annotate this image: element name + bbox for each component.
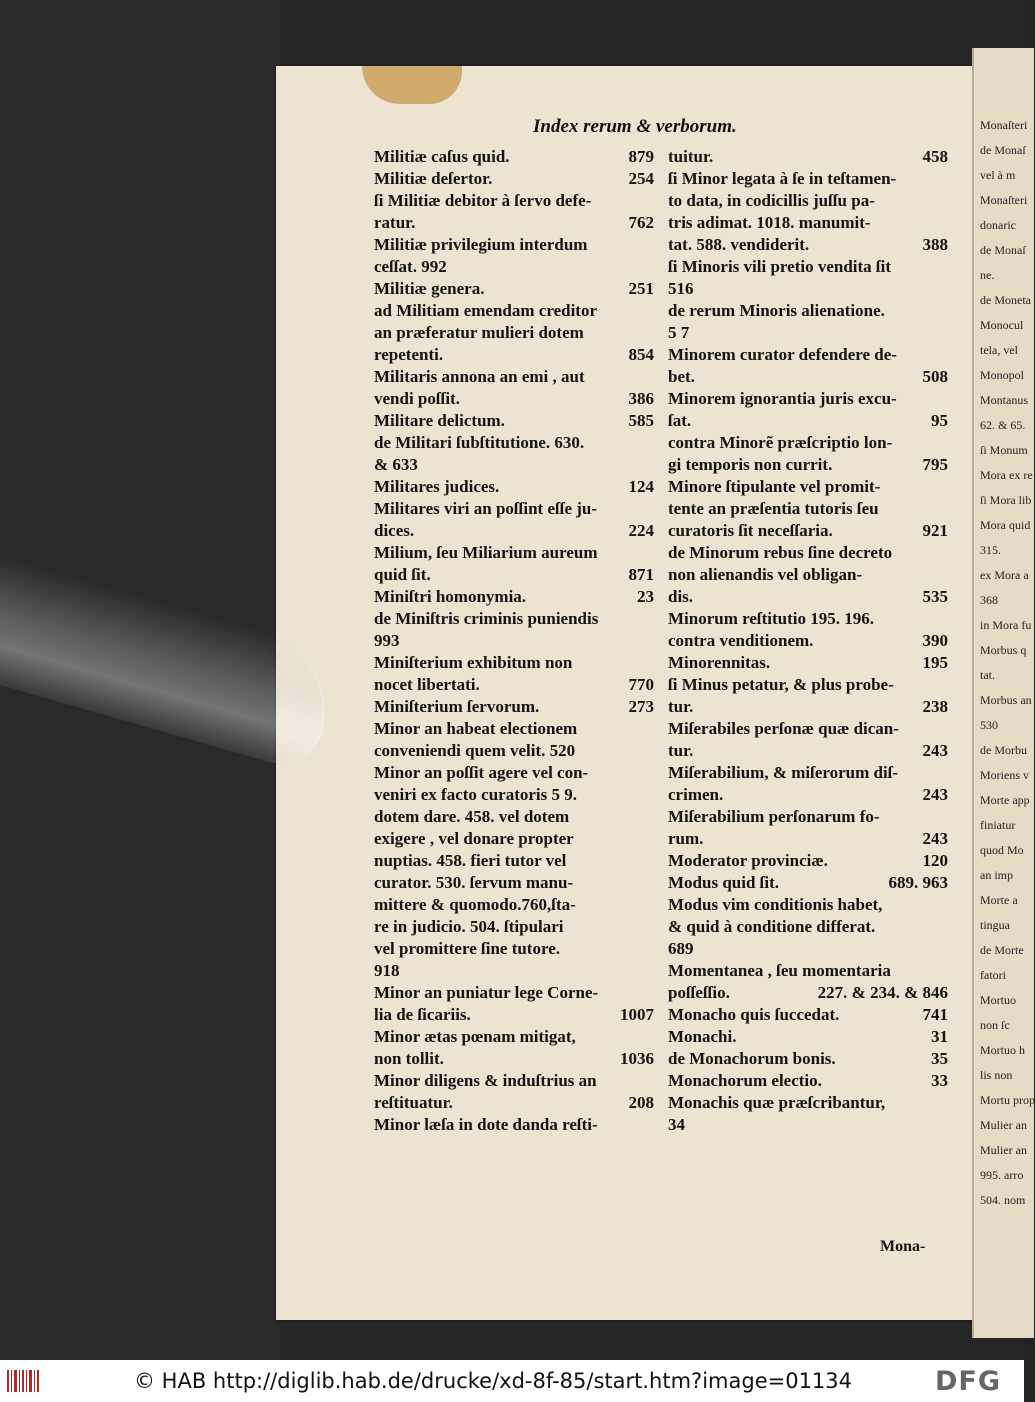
index-entry — [668, 784, 948, 806]
index-entry — [668, 454, 948, 476]
index-entry-page-number: 243 — [922, 741, 948, 760]
adjacent-page-fragment: de Morte — [980, 943, 1024, 957]
index-entry-page-number: 689. 963 — [888, 873, 948, 892]
index-entry-text: de Minorum rebus ſine decreto — [668, 543, 893, 562]
index-entry-text: Miſerabiles perſonæ quæ dican- — [668, 719, 899, 738]
index-entry-text: de Militari ſubſtitutione. 630. — [374, 433, 585, 452]
index-entry-page-number: 238 — [922, 697, 948, 716]
adjacent-page-fragment: ſi Mora lib — [980, 493, 1032, 507]
index-entry — [668, 322, 948, 344]
index-entry — [668, 1070, 948, 1092]
index-entry — [668, 740, 948, 762]
adjacent-page-fragment: Mora quid — [980, 518, 1031, 532]
adjacent-page-fragment: Morte a — [980, 893, 1018, 907]
index-entry-page-number: 386 — [628, 389, 654, 408]
adjacent-page-fragment: Monopol — [980, 368, 1025, 382]
adjacent-page-fragment: 315. — [980, 543, 1001, 557]
index-entry-text: bet. — [668, 367, 695, 386]
index-entry-page-number: 254 — [628, 169, 654, 188]
index-entry — [668, 520, 948, 542]
index-entry — [374, 608, 654, 630]
index-entry-text: veniri ex facto curatoris 5 9. — [374, 785, 577, 804]
index-entry — [374, 410, 654, 432]
index-entry — [668, 696, 948, 718]
book-page — [276, 66, 978, 1320]
index-entry-text: re in judicio. 504. ſtipulari — [374, 917, 564, 936]
index-entry — [668, 542, 948, 564]
adjacent-page-fragment: 504. nom — [980, 1193, 1026, 1207]
index-entry-page-number: 795 — [922, 455, 948, 474]
adjacent-page-fragment: vel à m — [980, 168, 1016, 182]
adjacent-page-fragment: donaric — [980, 218, 1016, 232]
index-entry — [374, 212, 654, 234]
index-entry-text: conveniendi quem velit. 520 — [374, 741, 576, 760]
index-entry — [374, 982, 654, 1004]
index-entry — [374, 850, 654, 872]
index-entry-page-number: 1007 — [620, 1005, 654, 1024]
index-entry — [668, 190, 948, 212]
index-entry-text: Miniſtri homonymia. — [374, 587, 527, 606]
index-entry-text: Milium, ſeu Miliarium aureum — [374, 543, 598, 562]
index-entry-text: nocet libertati. — [374, 675, 480, 694]
index-entry-text: ad Militiam emendam creditor — [374, 301, 598, 320]
index-entry — [374, 718, 654, 740]
index-entry — [374, 806, 654, 828]
index-entry-text: ratur. — [374, 213, 416, 232]
adjacent-page-fragment: Mortu prop — [980, 1093, 1035, 1107]
adjacent-page-fragment: ne. — [980, 268, 995, 282]
index-entry — [668, 586, 948, 608]
adjacent-page-fragment: lis non — [980, 1068, 1013, 1082]
index-entry — [374, 872, 654, 894]
index-entry — [374, 168, 654, 190]
index-entry — [374, 762, 654, 784]
index-entry-text: Minor diligens & induſtrius an — [374, 1071, 597, 1090]
index-entry-text: tente an præſentia tutoris ſeu — [668, 499, 879, 518]
adjacent-page-fragment: de Monaſ — [980, 243, 1026, 257]
index-entry — [374, 300, 654, 322]
index-entry-text: Militares judices. — [374, 477, 500, 496]
index-entry — [668, 1114, 948, 1136]
index-entry-text: Militiæ caſus quid. — [374, 147, 510, 166]
index-entry-text: to data, in codicillis juſſu pa- — [668, 191, 875, 210]
water-stain — [362, 66, 462, 104]
index-entry — [374, 454, 654, 476]
adjacent-page — [972, 48, 1034, 1338]
index-entry — [668, 718, 948, 740]
index-entry-text: Miniſterium exhibitum non — [374, 653, 573, 672]
index-entry — [668, 498, 948, 520]
index-entry-page-number: 243 — [922, 829, 948, 848]
index-entry-text: non tollit. — [374, 1049, 444, 1068]
adjacent-page-fragment: fatori — [980, 968, 1006, 982]
adjacent-page-fragment: Morbus an — [980, 693, 1032, 707]
adjacent-page-fragment: de Moneta — [980, 293, 1031, 307]
index-entry — [668, 938, 948, 960]
index-entry-text: de Monachorum bonis. — [668, 1049, 836, 1068]
index-entry-text: ſi Militiæ debitor à ſervo defe- — [374, 191, 592, 210]
index-column-right — [668, 146, 948, 1136]
index-entry — [374, 1070, 654, 1092]
index-entry-page-number: 31 — [931, 1027, 948, 1046]
index-entry-text: reſtituatur. — [374, 1093, 453, 1112]
index-entry-text: ceſſat. 992 — [374, 257, 447, 276]
index-entry-text: 5 7 — [668, 323, 690, 342]
adjacent-page-fragment: de Monaſ — [980, 143, 1026, 157]
index-entry — [668, 256, 948, 278]
index-entry — [668, 982, 948, 1004]
index-entry-text: Minor an puniatur lege Corne- — [374, 983, 599, 1002]
index-entry — [668, 828, 948, 850]
index-entry-text: repetenti. — [374, 345, 444, 364]
adjacent-page-fragment: 530 — [980, 718, 998, 732]
index-entry — [374, 476, 654, 498]
index-entry-page-number: 854 — [628, 345, 654, 364]
index-entry — [668, 366, 948, 388]
adjacent-page-fragment: 62. & 65. — [980, 418, 1026, 432]
index-entry-text: Militaris annona an emi , aut — [374, 367, 585, 386]
index-entry-text: Miſerabilium perſonarum fo- — [668, 807, 880, 826]
index-entry-text: tur. — [668, 741, 694, 760]
adjacent-page-fragment: Mortuo h — [980, 1043, 1025, 1057]
index-entry — [374, 652, 654, 674]
index-entry-text: tat. 588. vendiderit. — [668, 235, 810, 254]
index-entry-text: & quid à conditione differat. — [668, 917, 876, 936]
index-entry-text: exigere , vel donare propter — [374, 829, 574, 848]
index-entry — [668, 344, 948, 366]
index-entry-text: de Miniſtris criminis puniendis — [374, 609, 599, 628]
adjacent-page-fragment: in Mora fu — [980, 618, 1032, 632]
index-entry — [374, 1004, 654, 1026]
index-entry-text: an præferatur mulieri dotem — [374, 323, 584, 342]
index-entry — [374, 740, 654, 762]
index-column-left — [374, 146, 654, 1136]
index-entry — [374, 696, 654, 718]
catchword: Mona- — [880, 1238, 926, 1255]
adjacent-page-fragment: Montanus — [980, 393, 1028, 407]
index-entry-text: Militiæ deſertor. — [374, 169, 493, 188]
index-entry — [374, 828, 654, 850]
index-entry — [668, 1092, 948, 1114]
barcode-icon — [6, 1368, 40, 1394]
index-entry-page-number: 741 — [922, 1005, 948, 1024]
index-entry — [668, 234, 948, 256]
index-entry-page-number: 390 — [922, 631, 948, 650]
index-entry-page-number: 585 — [628, 411, 654, 430]
index-entry-text: gi temporis non currit. — [668, 455, 833, 474]
adjacent-page-fragment: non ſc — [980, 1018, 1010, 1032]
index-entry — [374, 432, 654, 454]
index-entry-text: 516 — [668, 279, 694, 298]
adjacent-page-fragment: Moriens v — [980, 768, 1029, 782]
index-entry-text: Monachis quæ præſcribantur, — [668, 1093, 886, 1112]
index-entry — [374, 256, 654, 278]
adjacent-page-fragment: Mulier an — [980, 1118, 1027, 1132]
adjacent-page-fragment: tela, vel — [980, 343, 1018, 357]
adjacent-page-fragment: 995. arro — [980, 1168, 1024, 1182]
index-entry-text: Modus vim conditionis habet, — [668, 895, 883, 914]
index-entry — [668, 916, 948, 938]
index-entry — [668, 410, 948, 432]
index-entry — [668, 146, 948, 168]
index-entry-text: Minorem ignorantia juris excu- — [668, 389, 897, 408]
adjacent-page-fragment: Mulier an — [980, 1143, 1027, 1157]
index-entry — [374, 1048, 654, 1070]
index-entry-text: ſi Minor legata à ſe in teſtamen- — [668, 169, 897, 188]
index-entry — [668, 850, 948, 872]
adjacent-page-fragment: Monocul — [980, 318, 1024, 332]
index-entry-text: tuitur. — [668, 147, 714, 166]
index-entry — [374, 1114, 654, 1136]
index-entry-page-number: 762 — [628, 213, 654, 232]
index-entry-text: tris adimat. 1018. manumit- — [668, 213, 871, 232]
index-entry — [668, 432, 948, 454]
index-entry — [374, 498, 654, 520]
adjacent-page-fragment: tat. — [980, 668, 995, 682]
index-entry — [374, 586, 654, 608]
index-entry-page-number: 208 — [628, 1093, 654, 1112]
index-entry — [374, 388, 654, 410]
index-entry-page-number: 770 — [628, 675, 654, 694]
index-entry-page-number: 120 — [922, 851, 948, 870]
index-entry-page-number: 535 — [922, 587, 948, 606]
index-entry — [374, 1026, 654, 1048]
adjacent-page-fragment: ſi Monum — [980, 443, 1028, 457]
index-entry-text: dotem dare. 458. vel dotem — [374, 807, 570, 826]
index-entry-text: Miſerabilium, & miſerorum diſ- — [668, 763, 899, 782]
index-entry-text: nuptias. 458. fieri tutor vel — [374, 851, 567, 870]
index-entry-text: dices. — [374, 521, 415, 540]
index-entry — [374, 916, 654, 938]
index-entry — [668, 300, 948, 322]
index-entry-text: Monacho quis ſuccedat. — [668, 1005, 840, 1024]
index-entry — [374, 894, 654, 916]
index-entry-text: & 633 — [374, 455, 418, 474]
adjacent-page-fragment: finiatur — [980, 818, 1016, 832]
index-entry — [374, 344, 654, 366]
index-entry — [374, 146, 654, 168]
index-entry-text: Minor an poſſit agere vel con- — [374, 763, 589, 782]
index-entry-text: dis. — [668, 587, 694, 606]
index-entry-text: de rerum Minoris alienatione. — [668, 301, 885, 320]
index-entry-text: vendi poſſit. — [374, 389, 460, 408]
adjacent-page-fragment: an imp — [980, 868, 1013, 882]
index-entry — [668, 168, 948, 190]
index-entry — [668, 278, 948, 300]
index-entry-page-number: 458 — [922, 147, 948, 166]
index-entry — [668, 1004, 948, 1026]
index-entry-text: lia de ſicariis. — [374, 1005, 471, 1024]
index-entry-text: crimen. — [668, 785, 724, 804]
index-entry-text: poſſeſſio. — [668, 983, 730, 1002]
index-entry-text: mittere & quomodo.760,ſta- — [374, 895, 576, 914]
index-entry — [374, 366, 654, 388]
index-entry-text: Minorem curator defendere de- — [668, 345, 897, 364]
index-entry-text: ſat. — [668, 411, 692, 430]
index-entry — [668, 608, 948, 630]
index-entry-text: Monachi. — [668, 1027, 737, 1046]
index-entry-text: Militares viri an poſſint eſſe ju- — [374, 499, 598, 518]
footer-bar — [0, 1360, 1024, 1402]
index-entry-text: Minor an habeat electionem — [374, 719, 578, 738]
index-entry-page-number: 508 — [922, 367, 948, 386]
index-entry-text: contra venditionem. — [668, 631, 814, 650]
index-entry-text: rum. — [668, 829, 704, 848]
adjacent-page-fragment: de Morbu — [980, 743, 1027, 757]
index-entry — [374, 1092, 654, 1114]
index-entry — [668, 564, 948, 586]
index-entry-text: Minor læſa in dote danda reſti- — [374, 1115, 598, 1134]
adjacent-page-fragment: Monaſteri — [980, 193, 1028, 207]
index-entry — [374, 542, 654, 564]
index-entry-text: Moderator provinciæ. — [668, 851, 828, 870]
index-entry-text: curatoris ſit neceſſaria. — [668, 521, 833, 540]
index-entry — [668, 1048, 948, 1070]
index-entry-text: Miniſterium ſervorum. — [374, 697, 540, 716]
index-entry-text: 993 — [374, 631, 400, 650]
index-entry — [374, 190, 654, 212]
index-entry-page-number: 227. & 234. & 846 — [817, 983, 948, 1002]
adjacent-page-fragment: Mortuo — [980, 993, 1016, 1007]
index-entry — [668, 1026, 948, 1048]
index-entry-text: ſi Minoris vili pretio vendita ſit — [668, 257, 892, 276]
index-entry — [374, 630, 654, 652]
index-entry — [668, 652, 948, 674]
index-entry-text: Militare delictum. — [374, 411, 505, 430]
index-entry-page-number: 224 — [628, 521, 654, 540]
adjacent-page-fragment: Monaſteri — [980, 118, 1028, 132]
index-entry-text: Minor ætas pœnam mitigat, — [374, 1027, 576, 1046]
index-entry — [668, 630, 948, 652]
index-entry — [374, 674, 654, 696]
index-entry-page-number: 388 — [922, 235, 948, 254]
index-entry-text: ſi Minus petatur, & plus probe- — [668, 675, 894, 694]
index-entry — [374, 278, 654, 300]
index-entry-text: quid ſit. — [374, 565, 431, 584]
index-entry-page-number: 95 — [931, 411, 948, 430]
index-entry-page-number: 273 — [628, 697, 654, 716]
index-entry-page-number: 33 — [931, 1071, 948, 1090]
index-entry-text: non alienandis vel obligan- — [668, 565, 863, 584]
index-entry — [668, 212, 948, 234]
index-entry-text: Monachorum electio. — [668, 1071, 822, 1090]
index-entry-page-number: 243 — [922, 785, 948, 804]
dfg-logo: DFG — [935, 1366, 1002, 1397]
index-entry-page-number: 195 — [922, 653, 948, 672]
index-entry — [668, 806, 948, 828]
index-entry — [374, 322, 654, 344]
index-entry-text: Minorennitas. — [668, 653, 771, 672]
index-entry-page-number: 879 — [628, 147, 654, 166]
footer-credit-link[interactable]: © HAB http://diglib.hab.de/drucke/xd-8f-85/start.htm?image=01134 — [134, 1369, 853, 1393]
index-entry — [374, 520, 654, 542]
index-entry — [374, 564, 654, 586]
index-entry-page-number: 1036 — [620, 1049, 654, 1068]
index-entry-text: Momentanea , ſeu momentaria — [668, 961, 891, 980]
index-entry-text: 689 — [668, 939, 694, 958]
adjacent-page-fragment: tingua — [980, 918, 1010, 932]
index-entry-page-number: 23 — [637, 587, 654, 606]
index-entry — [374, 960, 654, 982]
index-entry-text: Militiæ genera. — [374, 279, 485, 298]
index-entry-text: 34 — [668, 1115, 685, 1134]
index-entry-page-number: 35 — [931, 1049, 948, 1068]
index-entry-page-number: 251 — [628, 279, 654, 298]
index-entry — [668, 762, 948, 784]
index-entry-page-number: 921 — [922, 521, 948, 540]
index-entry — [668, 476, 948, 498]
index-entry-text: Minore ſtipulante vel promit- — [668, 477, 881, 496]
index-entry — [668, 674, 948, 696]
index-entry-text: Militiæ privilegium interdum — [374, 235, 588, 254]
index-entry-page-number: 124 — [628, 477, 654, 496]
adjacent-page-fragment: Morte app — [980, 793, 1030, 807]
index-entry-text: tur. — [668, 697, 694, 716]
adjacent-page-fragment: Morbus q — [980, 643, 1027, 657]
adjacent-page-fragment: quod Mo — [980, 843, 1024, 857]
index-entry-text: 918 — [374, 961, 400, 980]
index-entry-text: curator. 530. ſervum manu- — [374, 873, 574, 892]
adjacent-page-fragment: 368 — [980, 593, 998, 607]
index-entry-text: vel promittere ſine tutore. — [374, 939, 561, 958]
adjacent-page-fragment: Mora ex re — [980, 468, 1033, 482]
adjacent-page-fragment: ex Mora a — [980, 568, 1029, 582]
index-entry-page-number: 871 — [628, 565, 654, 584]
index-entry — [668, 960, 948, 982]
index-entry-text: contra Minorẽ præſcriptio lon- — [668, 433, 893, 452]
index-entry — [374, 784, 654, 806]
index-entry-text: Minorum reſtitutio 195. 196. — [668, 609, 875, 628]
index-entry-text: Modus quid ſit. — [668, 873, 780, 892]
running-head: Index rerum & verborum. — [533, 116, 737, 137]
index-entry — [668, 894, 948, 916]
index-entry — [668, 872, 948, 894]
index-entry — [668, 388, 948, 410]
index-entry — [374, 938, 654, 960]
index-entry — [374, 234, 654, 256]
